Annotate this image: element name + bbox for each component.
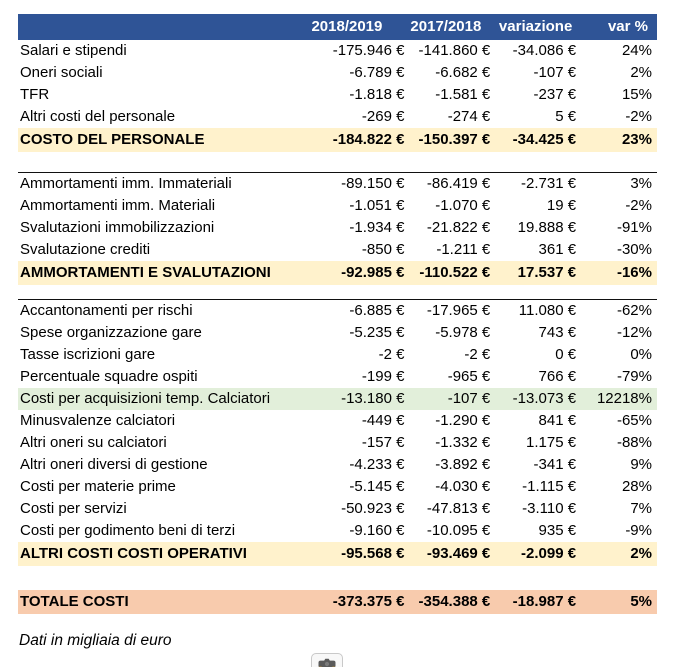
table-row [18,217,657,239]
table-row [18,388,657,410]
row-label: TFR [20,86,50,103]
cell-2018-2019: -449 € [361,412,405,429]
row-label: Salari e stipendi [20,42,127,59]
cell-2017-2018: -107 € [447,390,491,407]
cell-2018-2019: -850 € [361,241,405,258]
cell-2017-2018: -21.822 € [426,219,491,236]
table-row [18,195,657,217]
cell-variazione: 19.888 € [517,219,577,236]
total-costs-row [18,590,657,614]
cell-var-pct: 0% [630,346,652,363]
header-col-variazione: variazione [498,18,573,35]
cell-2017-2018: -274 € [447,108,491,125]
table-row [18,366,657,388]
cell-variazione: 5 € [555,108,577,125]
table-row [18,498,657,520]
cell-variazione: 841 € [538,412,577,429]
table-row [18,410,657,432]
cell-2017-2018: -141.860 € [418,42,491,59]
cell-2017-2018: -1.332 € [435,434,491,451]
row-label: Altri costi del personale [20,108,176,125]
cell-2017-2018: -86.419 € [426,175,491,192]
cell-2018-2019: -50.923 € [341,500,405,517]
cell-2018-2019: -5.145 € [349,478,405,495]
cell-2017-2018: -10.095 € [426,522,491,539]
cell-2017-2018: -6.682 € [435,64,491,81]
cell-variazione: 19 € [546,197,577,214]
cell-var-pct: -88% [616,434,652,451]
row-label: Costi per godimento beni di terzi [20,522,236,539]
cell-variazione: -107 € [533,64,577,81]
section-gap [18,566,657,590]
row-label: Costi per acquisizioni temp. Calciatori [20,390,271,407]
table-row [18,239,657,261]
row-label: Ammortamenti imm. Immateriali [20,175,232,192]
table-row [18,84,657,106]
row-label: Costi per materie prime [20,478,176,495]
row-label: Altri oneri diversi di gestione [20,456,208,473]
row-label: Spese organizzazione gare [20,324,202,341]
cell-var-pct: -62% [616,302,652,319]
table-sections-mount [18,40,657,566]
cell-2017-2018: -93.469 € [426,545,491,562]
cell-var-pct: -30% [616,241,652,258]
header-col-2018-2019: 2018/2019 [311,18,383,35]
cell-2018-2019: -95.568 € [341,545,405,562]
cell-2018-2019: -92.985 € [341,264,405,281]
cell-2017-2018: -150.397 € [418,131,491,148]
row-label: Svalutazione crediti [20,241,151,258]
cell-2018-2019: -1.818 € [349,86,405,103]
cell-2017-2018: -354.388 € [418,593,491,610]
cell-variazione: 17.537 € [517,264,577,281]
row-label: Costi per servizi [20,500,127,517]
row-label: AMMORTAMENTI E SVALUTAZIONI [20,264,271,281]
row-label: TOTALE COSTI [20,593,129,610]
cell-2018-2019: -1.051 € [349,197,405,214]
section-gap [18,152,657,172]
footnote: Dati in migliaia di euro [19,632,172,649]
cell-variazione: 743 € [538,324,577,341]
cell-2018-2019: -175.946 € [332,42,405,59]
cell-variazione: -2.099 € [521,545,577,562]
table-row [18,40,657,62]
cell-2017-2018: -1.581 € [435,86,491,103]
cell-2018-2019: -4.233 € [349,456,405,473]
row-label: Svalutazioni immobilizzazioni [20,219,215,236]
cell-variazione: -237 € [533,86,577,103]
cell-var-pct: -9% [625,522,652,539]
cell-variazione: -34.425 € [512,131,577,148]
cell-2018-2019: -6.885 € [349,302,405,319]
camera-button[interactable] [311,653,343,667]
row-label: Percentuale squadre ospiti [20,368,198,385]
section-costo-del-personale [18,40,657,152]
header-col-2017-2018: 2017/2018 [410,18,482,35]
cell-var-pct: -12% [616,324,652,341]
cell-var-pct: 7% [630,500,652,517]
table-row [18,128,657,152]
cell-2018-2019: -5.235 € [349,324,405,341]
cell-2017-2018: -2 € [464,346,491,363]
table-row [18,261,657,285]
cell-2017-2018: -17.965 € [426,302,491,319]
cell-2018-2019: -199 € [361,368,405,385]
table-row [18,300,657,322]
cell-2017-2018: -47.813 € [426,500,491,517]
cell-var-pct: 15% [621,86,652,103]
cell-2018-2019: -373.375 € [332,593,405,610]
cell-2018-2019: -89.150 € [341,175,405,192]
table-row [18,106,657,128]
table-row [18,62,657,84]
cell-2017-2018: -3.892 € [435,456,491,473]
cell-2018-2019: -157 € [361,434,405,451]
row-label: ALTRI COSTI COSTI OPERATIVI [20,545,247,562]
cell-2018-2019: -184.822 € [332,131,405,148]
cell-var-pct: -2% [625,108,652,125]
table-row [18,520,657,542]
row-label: Tasse iscrizioni gare [20,346,156,363]
row-label: Minusvalenze calciatori [20,412,176,429]
cell-2017-2018: -5.978 € [435,324,491,341]
cell-2018-2019: -269 € [361,108,405,125]
table-row [18,322,657,344]
cell-var-pct: -65% [616,412,652,429]
cell-variazione: -2.731 € [521,175,577,192]
cell-variazione: -341 € [533,456,577,473]
cell-2018-2019: -13.180 € [341,390,405,407]
cell-variazione: 935 € [538,522,577,539]
cell-var-pct: 2% [630,545,652,562]
cell-variazione: 1.175 € [526,434,577,451]
cell-2018-2019: -2 € [378,346,405,363]
cell-var-pct: 12218% [596,390,652,407]
table-row [18,173,657,195]
row-label: Altri oneri su calciatori [20,434,167,451]
cell-variazione: -3.110 € [522,500,577,517]
cell-2017-2018: -1.290 € [435,412,491,429]
camera-icon [318,658,336,667]
table-row [18,344,657,366]
header-col-var-pct: var % [607,18,648,35]
cell-2017-2018: -965 € [447,368,491,385]
cell-2017-2018: -110.522 € [419,264,491,281]
cell-2018-2019: -6.789 € [349,64,405,81]
cell-variazione: 0 € [555,346,577,363]
cell-var-pct: 3% [630,175,652,192]
section-ammortamenti-e-svalutazioni [18,172,657,285]
row-label: Accantonamenti per rischi [20,302,193,319]
cell-var-pct: -2% [625,197,652,214]
row-label: Oneri sociali [20,64,103,81]
cell-variazione: 361 € [538,241,577,258]
cell-variazione: -18.987 € [512,593,577,610]
cell-variazione: 11.080 € [518,302,577,319]
cell-var-pct: 2% [630,64,652,81]
cell-var-pct: -16% [616,264,652,281]
cell-var-pct: 28% [621,478,652,495]
table-header-row [18,14,657,40]
cell-var-pct: 23% [621,131,652,148]
cell-var-pct: 5% [630,593,652,610]
cell-variazione: -13.073 € [512,390,577,407]
table-row [18,432,657,454]
section-gap [18,285,657,299]
cell-var-pct: 9% [630,456,652,473]
cost-table [18,14,657,614]
cell-2017-2018: -1.211 € [436,241,491,258]
cell-variazione: -34.086 € [512,42,577,59]
cell-var-pct: 24% [621,42,652,59]
cell-2017-2018: -4.030 € [435,478,491,495]
cell-var-pct: -79% [616,368,652,385]
table-row [18,454,657,476]
row-label: COSTO DEL PERSONALE [20,131,205,148]
cell-variazione: -1.115 € [522,478,577,495]
cell-2017-2018: -1.070 € [435,197,491,214]
table-row [18,542,657,566]
cell-2018-2019: -9.160 € [349,522,405,539]
cell-var-pct: -91% [616,219,652,236]
cell-variazione: 766 € [538,368,577,385]
table-row [18,476,657,498]
section-altri-costi-operativi [18,299,657,566]
cell-2018-2019: -1.934 € [349,219,405,236]
row-label: Ammortamenti imm. Materiali [20,197,216,214]
